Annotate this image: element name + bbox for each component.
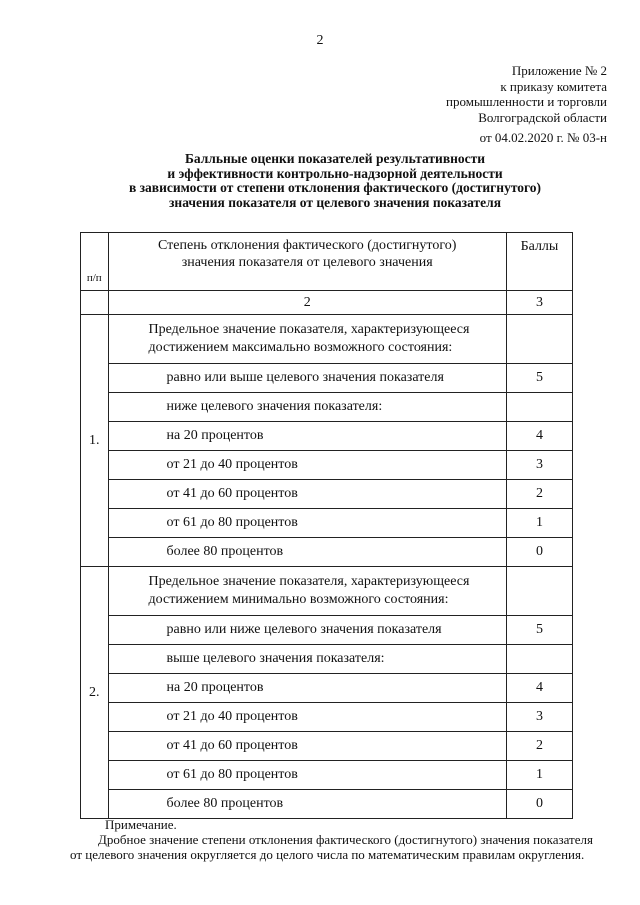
- table-row: [81, 645, 573, 674]
- score-cell: 1: [506, 509, 572, 538]
- document-title: [70, 152, 600, 210]
- row-desc: равно или ниже целевого значения показателя: [108, 616, 506, 645]
- header-desc-line: Степень отклонения фактического (достигнутого): [158, 238, 457, 253]
- score-cell: [506, 315, 572, 364]
- header-score: Баллы: [506, 233, 572, 291]
- row-desc: от 61 до 80 процентов: [108, 509, 506, 538]
- order-date: от 04.02.2020 г. № 03-н: [479, 130, 607, 145]
- appendix-line: Приложение № 2: [511, 63, 607, 78]
- score-cell: 2: [506, 480, 572, 509]
- score-cell: 0: [506, 538, 572, 567]
- group-row: [81, 567, 573, 616]
- index-cell: [81, 291, 109, 315]
- row-desc: от 21 до 40 процентов: [108, 451, 506, 480]
- row-desc: более 80 процентов: [108, 790, 506, 819]
- index-row: [81, 291, 573, 315]
- score-cell: [506, 393, 572, 422]
- table-row: [81, 451, 573, 480]
- table-row: [81, 790, 573, 819]
- group-desc: [108, 567, 506, 616]
- table-row: [81, 509, 573, 538]
- appendix-line: к приказу комитета: [500, 78, 607, 94]
- score-cell: 5: [506, 364, 572, 393]
- note-text: Дробное значение степени отклонения фактического (достигнутого) значения показателя от целевого значения округляется до целого числа по математическим правилам округления.: [70, 832, 593, 862]
- score-cell: 0: [506, 790, 572, 819]
- row-desc: от 41 до 60 процентов: [108, 480, 506, 509]
- page-number: 2: [316, 33, 324, 48]
- title-line: значения показателя от целевого значения показателя: [168, 194, 502, 210]
- table-row: [81, 703, 573, 732]
- group-desc: [108, 315, 506, 364]
- table-row: [81, 364, 573, 393]
- note-label: Примечание.: [105, 817, 177, 832]
- note-block: [70, 817, 600, 862]
- table-row: [81, 761, 573, 790]
- row-desc: от 61 до 80 процентов: [108, 761, 506, 790]
- scores-table: [80, 232, 573, 819]
- row-desc: ниже целевого значения показателя:: [108, 393, 506, 422]
- score-cell: 1: [506, 761, 572, 790]
- table-row: [81, 616, 573, 645]
- table-row: [81, 422, 573, 451]
- table-row: [81, 393, 573, 422]
- row-desc: выше целевого значения показателя:: [108, 645, 506, 674]
- appendix-line: Волгоградской области: [478, 109, 607, 125]
- row-desc: на 20 процентов: [108, 674, 506, 703]
- table-row: [81, 732, 573, 761]
- title-line: в зависимости от степени отклонения фактического (достигнутого): [128, 180, 542, 195]
- appendix-block: [446, 63, 607, 125]
- row-desc: равно или выше целевого значения показателя: [108, 364, 506, 393]
- title-line: и эффективности контрольно-надзорной деятельности: [167, 165, 503, 181]
- table-header-row: [81, 233, 573, 291]
- score-cell: 4: [506, 674, 572, 703]
- score-cell: 3: [506, 451, 572, 480]
- table-row: [81, 480, 573, 509]
- header-desc: [108, 233, 506, 291]
- row-desc: на 20 процентов: [108, 422, 506, 451]
- row-desc: более 80 процентов: [108, 538, 506, 567]
- group-desc-line: Предельное значение показателя, характеризующееся: [148, 574, 470, 589]
- group-desc-line: достижением максимально возможного состояния:: [148, 340, 453, 355]
- group-num: 2.: [81, 567, 109, 819]
- title-line: Балльные оценки показателей результативности: [184, 151, 486, 166]
- score-cell: [506, 567, 572, 616]
- score-cell: 4: [506, 422, 572, 451]
- index-cell: 3: [506, 291, 572, 315]
- table-row: [81, 538, 573, 567]
- row-desc: от 41 до 60 процентов: [108, 732, 506, 761]
- score-cell: [506, 645, 572, 674]
- group-row: [81, 315, 573, 364]
- index-cell: 2: [108, 291, 506, 315]
- header-desc-line: значения показателя от целевого значения: [181, 255, 433, 270]
- table-row: [81, 674, 573, 703]
- appendix-line: промышленности и торговли: [446, 94, 607, 109]
- score-cell: 2: [506, 732, 572, 761]
- group-num: 1.: [81, 315, 109, 567]
- header-num: п/п: [81, 233, 109, 291]
- row-desc: от 21 до 40 процентов: [108, 703, 506, 732]
- score-cell: 5: [506, 616, 572, 645]
- group-desc-line: Предельное значение показателя, характеризующееся: [148, 322, 470, 337]
- group-desc-line: достижением минимально возможного состояния:: [148, 592, 449, 607]
- score-cell: 3: [506, 703, 572, 732]
